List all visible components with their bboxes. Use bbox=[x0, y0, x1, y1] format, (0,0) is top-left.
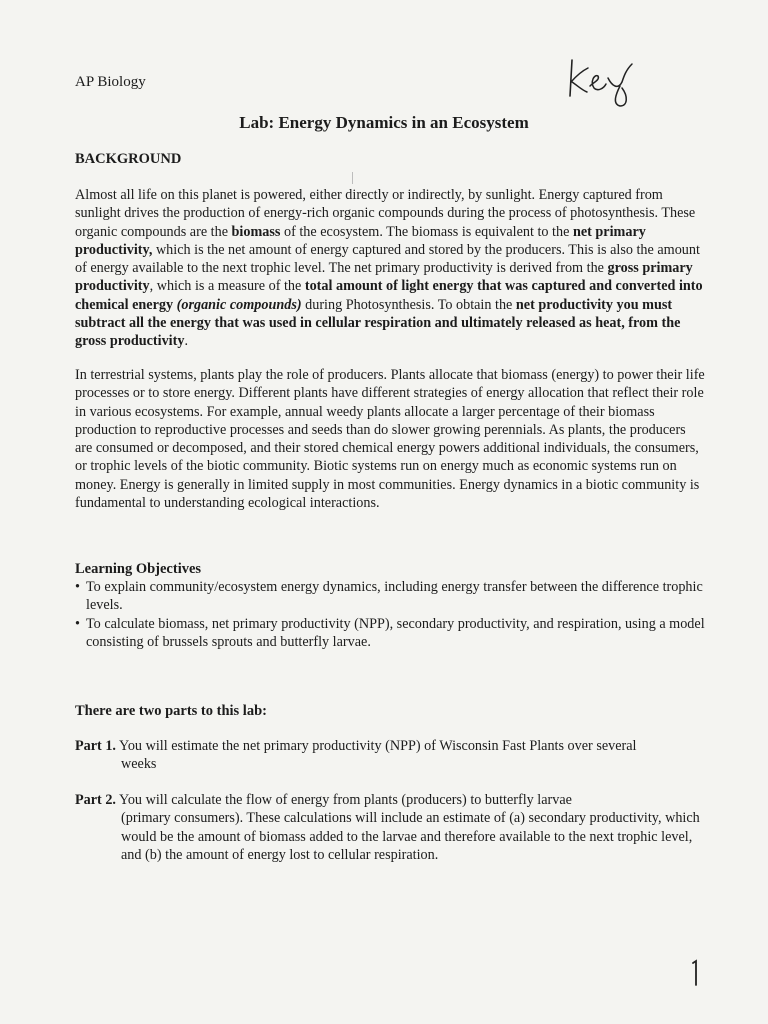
handwritten-key-annotation bbox=[560, 52, 650, 112]
paragraph-run: net productivity you must subtract all the energy that was used in cellular respiration and ultimately released as heat, from the gross productivity bbox=[75, 296, 681, 350]
paragraph-run: (organic compounds) bbox=[176, 296, 302, 313]
learning-objectives-heading: Learning Objectives bbox=[75, 561, 202, 577]
paragraph-run: . bbox=[184, 333, 188, 350]
background-paragraph-2: In terrestrial systems, plants play the role of producers. Plants allocate that biomass (energy) to power their life processes or to store energy. Different plants have different strategies of energy allocation that reflect their role in various ecosystems. For example, annual weedy plants allocate a larger percentage of their biomass production to reproductive processes and seeds than do slower growing perennials. As plants, the producers are consumed or decomposed, and their stored chemical energy powers additional individuals, the consumers, or trophic levels of the biotic community. Biotic systems run on energy much as economic systems run on money. Energy is generally in limited supply in most communities. Energy dynamics in a biotic community is fundamental to understanding ecological interactions. bbox=[75, 367, 705, 512]
paragraph-run: , which is a measure of the bbox=[149, 278, 305, 295]
part-2-text-continued: (primary consumers). These calculations will include an estimate of (a) secondary productivity, which would be the amount of biomass added to the larvae and therefore available to the next trophic level, and (b) the amount of energy lost to cellular respiration. bbox=[121, 810, 700, 863]
paragraph-run: gross primary productivity bbox=[75, 260, 693, 295]
part-2-description bbox=[75, 791, 715, 864]
page-title: Lab: Energy Dynamics in an Ecosystem bbox=[239, 113, 529, 132]
part-1-text-continued: weeks bbox=[121, 756, 157, 773]
part-1-label: Part 1. bbox=[75, 738, 116, 754]
paragraph-run: net primary productivity, bbox=[75, 223, 646, 258]
objective-item: • To calculate biomass, net primary productivity (NPP), secondary productivity, and respiration, using a model consisting of brussels sprouts and butterfly larvae. bbox=[75, 615, 715, 652]
page-number-text: 1 bbox=[688, 958, 689, 959]
objective-item: • To explain community/ecosystem energy dynamics, including energy transfer between the difference trophic levels. bbox=[75, 578, 715, 615]
scan-artifact bbox=[352, 172, 353, 184]
paragraph-run: total amount of light energy that was captured and converted into chemical energy bbox=[75, 278, 703, 313]
paragraph-run: Almost all life on this planet is powered, either directly or indirectly, by sunlight. Energy captured from sunlight drives the production of energy-rich organic compounds during the process of photosynthesis. These organic compounds are the bbox=[75, 187, 696, 240]
paragraph-run: which is the net amount of energy captured and stored by the producers. This is also the amount of energy available to the next trophic level. The net primary productivity is derived from the bbox=[75, 241, 700, 277]
paragraph-run: during Photosynthesis. To obtain the bbox=[301, 296, 516, 313]
part-1-description bbox=[75, 737, 715, 774]
part-2-text: You will calculate the flow of energy from plants (producers) to butterfly larvae bbox=[119, 792, 572, 808]
handwritten-page-number bbox=[688, 958, 702, 988]
background-heading: BACKGROUND bbox=[75, 151, 182, 167]
part-2-label: Part 2. bbox=[75, 792, 116, 808]
paragraph-run: biomass bbox=[231, 223, 281, 240]
learning-objectives-list bbox=[75, 578, 715, 651]
paragraph-run: of the ecosystem. The biomass is equivalent to the bbox=[280, 223, 573, 240]
lab-parts-heading: There are two parts to this lab: bbox=[75, 703, 267, 719]
background-paragraph-1 bbox=[75, 186, 705, 351]
course-label: AP Biology bbox=[75, 74, 146, 90]
part-1-text: You will estimate the net primary productivity (NPP) of Wisconsin Fast Plants over several bbox=[119, 738, 637, 754]
